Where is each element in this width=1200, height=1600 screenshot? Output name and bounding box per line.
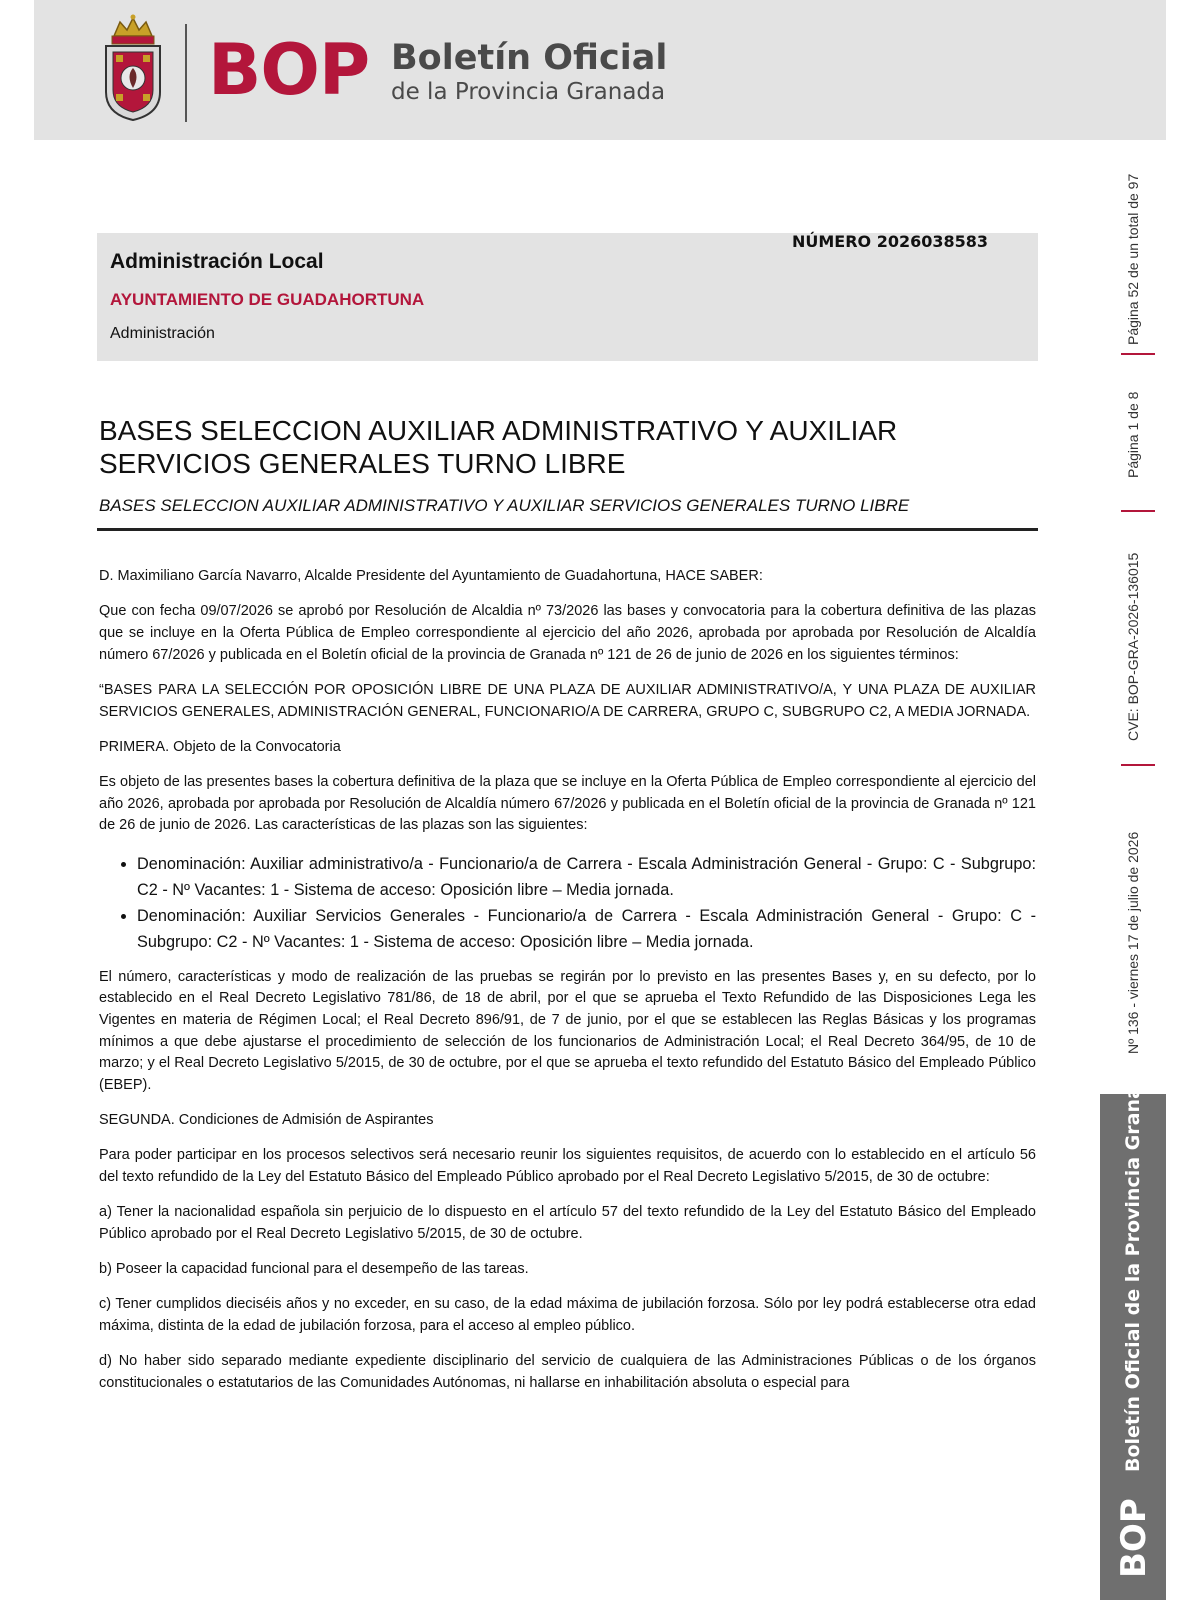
header-title: Boletín Oficial <box>391 38 668 78</box>
page-of-total: Página 52 de un total de 97 <box>1125 173 1141 345</box>
sidebar-separator <box>1121 353 1155 355</box>
sidebar-bop-logo: BOP <box>1114 1498 1154 1578</box>
page-of-document: Página 1 de 8 <box>1125 391 1141 478</box>
title-rule <box>97 528 1038 531</box>
requirement-item: d) No haber sido separado mediante expediente disciplinario del servicio de cualquiera de las Administraciones Públicas o de los órganos constitucionales o estatutarios de las Comunidades Autónomas, ni hallarse en inhabilitación absoluta o especial para <box>99 1353 1036 1392</box>
body-paragraph: D. Maximiliano García Navarro, Alcalde Presidente del Ayuntamiento de Guadahortuna, HACE SABER: <box>99 568 763 584</box>
requirement-item: b) Poseer la capacidad funcional para el desempeño de las tareas. <box>99 1261 529 1278</box>
sidebar-brand-text: Boletín Oficial de la Provincia Granada <box>1122 1059 1144 1472</box>
entity-name: AYUNTAMIENTO DE GUADAHORTUNA <box>110 290 425 309</box>
requirement-item: c) Tener cumplidos dieciséis años y no exceder, en su caso, de la edad máxima de jubilación forzosa. Sólo por ley podrá establecerse otra edad máxima, distinta de la edad de jubilación forzosa, para el acceso al empleo público. <box>99 1296 1036 1335</box>
plaza-list <box>99 851 1036 955</box>
sidebar-separator <box>1121 510 1155 512</box>
requirement-item: a) Tener la nacionalidad española sin perjuicio de lo dispuesto en el artículo 57 del texto refundido de la Ley del Estatuto Básico del Empleado Público aprobado por el Real Decreto Legislativo 5/2015, de 30 de octubre. <box>99 1204 1036 1243</box>
body-paragraph: “BASES PARA LA SELECCIÓN POR OPOSICIÓN LIBRE DE UNA PLAZA DE AUXILIAR ADMINISTRATIVO/A, Y UNA PLAZA DE AUXILIAR SERVICIOS GENERALES, ADMINISTRACIÓN GENERAL, FUNCIONARIO/A DE CARRERA, GRUPO C, SUBGRUPO C2, A MEDIA JORNADA. <box>99 681 1036 720</box>
section-heading-segunda: SEGUNDA. Condiciones de Admisión de Aspirantes <box>99 1112 434 1129</box>
document-subtitle: BASES SELECCION AUXILIAR ADMINISTRATIVO Y AUXILIAR SERVICIOS GENERALES TURNO LIBRE <box>99 496 910 515</box>
bop-logo: BOP <box>208 29 370 111</box>
sidebar-separator <box>1121 764 1155 766</box>
body-paragraph: Para poder participar en los procesos selectivos será necesario reunir los siguientes requisitos, de acuerdo con lo establecido en el artículo 56 del texto refundido de la Ley del Estatuto Básico del Empleado Público aprobado por el Real Decreto Legislativo 5/2015, de 30 de octubre: <box>99 1147 1036 1186</box>
header-subtitle: de la Provincia Granada <box>391 79 666 105</box>
subsection-name: Administración <box>110 325 215 342</box>
section-heading: Administración Local <box>110 250 324 273</box>
document-number: NÚMERO 2026038583 <box>792 232 989 251</box>
body-paragraph: El número, características y modo de realización de las pruebas se regirán por lo previsto en las presentes Bases y, en su defecto, por lo establecido en el Real Decreto Legislativo 781/86, de 18 de abril, por el que se aprueba el Texto Refundido de las Disposiciones Lega les Vigentes en materia de Régimen Local; el Real Decreto 896/91, de 7 de junio, por el que se establecen las Reglas Básicas y los programas mínimos a que debe ajustarse el procedimiento de selección de los funcionarios de Administración Local; el Real Decreto 364/95, de 10 de marzo; y el Real Decreto Legislativo 5/2015, de 30 de octubre, por el que se aprueba el texto refundido del Estatuto Básico del Empleado Público (EBEP). <box>99 968 1036 1094</box>
coat-of-arms-icon <box>100 14 166 122</box>
section-heading-primera: PRIMERA. Objeto de la Convocatoria <box>99 738 341 755</box>
body-paragraph: Es objeto de las presentes bases la cobertura definitiva de la plaza que se incluye en la Oferta Pública de Empleo correspondiente al ejercicio del año 2026, aprobada por aprobada por Resolución de Alcaldía número 67/2026 y publicada en el Boletín oficial de la provincia de Granada nº 121 de 26 de junio de 2026. Las características de las plazas son las siguientes: <box>99 773 1036 834</box>
cve-code: CVE: BOP-GRA-2026-136015 <box>1125 552 1141 741</box>
issue-date: Nº 136 - viernes 17 de julio de 2026 <box>1125 831 1141 1054</box>
document-body <box>99 566 1036 1408</box>
list-item: • Denominación: Auxiliar administrativo/a - Funcionario/a de Carrera - Escala Administración General - Grupo: C - Subgrupo: C2 - Nº Vacantes: 1 - Sistema de acceso: Oposición libre – Media jornada. <box>137 851 1036 903</box>
body-paragraph: Que con fecha 09/07/2026 se aprobó por Resolución de Alcaldia nº 73/2026 las bases y convocatoria para la cobertura definitiva de las plazas que se incluye en la Oferta Pública de Empleo correspondiente al ejercicio del año 2026, aprobada por aprobada por Resolución de Alcaldía número 67/2026 y publicada en el Boletín oficial de la provincia de Granada nº 121 de 26 de junio de 2026 en los siguientes términos: <box>99 603 1036 663</box>
header-divider <box>185 24 187 122</box>
list-item: • Denominación: Auxiliar Servicios Generales - Funcionario/a de Carrera - Escala Administración General - Grupo: C - Subgrupo: C2 - Nº Vacantes: 1 - Sistema de acceso: Oposición libre – Media jornada. <box>137 903 1036 955</box>
document-title: BASES SELECCION AUXILIAR ADMINISTRATIVO Y AUXILIAR SERVICIOS GENERALES TURNO LIBRE <box>99 415 898 479</box>
